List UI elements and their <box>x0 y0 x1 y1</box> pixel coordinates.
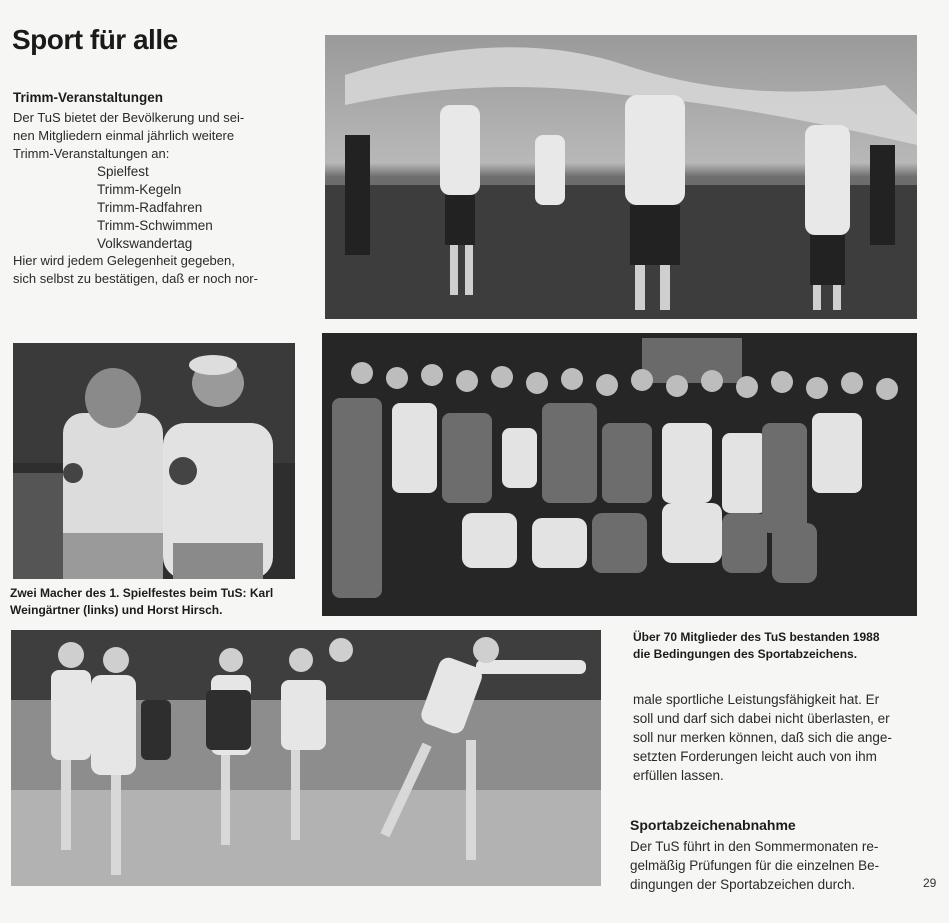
trimm-intro-paragraph <box>13 109 296 163</box>
photo-spielfest-parachute <box>325 35 917 319</box>
text-line: soll und darf sich dabei nicht überlasten, er <box>633 711 890 726</box>
list-item: Trimm-Schwimmen <box>97 218 213 233</box>
caption-spielfest-organizers <box>10 585 273 619</box>
text-line: Der TuS führt in den Sommermonaten re- <box>630 839 879 854</box>
text-line: nen Mitgliedern einmal jährlich weitere <box>13 128 235 143</box>
text-line: setzten Forderungen leicht auch von ihm <box>633 749 877 764</box>
text-line: Hier wird jedem Gelegenheit gegeben, <box>13 253 235 268</box>
text-line: Trimm-Veranstaltungen an: <box>13 146 170 161</box>
text-line: sich selbst zu bestätigen, daß er noch nor- <box>13 271 258 286</box>
caption-sportabzeichen-group <box>633 629 880 663</box>
text-line: male sportliche Leistungsfähigkeit hat. Er <box>633 692 880 707</box>
list-item: Trimm-Radfahren <box>97 200 203 215</box>
photo-sportabzeichen-exam <box>11 630 601 886</box>
section-heading-abnahme: Sportabzeichenabnahme <box>630 817 796 833</box>
page-title: Sport für alle <box>12 24 178 55</box>
photo-spielfest-organizers <box>13 343 295 579</box>
text-line: soll nur merken können, daß sich die ange- <box>633 730 892 745</box>
text-line: gelmäßig Prüfungen für die einzelnen Be- <box>630 858 880 873</box>
caption-line: die Bedingungen des Sportabzeichens. <box>633 647 858 661</box>
caption-line: Zwei Macher des 1. Spielfestes beim TuS: Karl <box>10 586 274 600</box>
list-item: Trimm-Kegeln <box>97 182 182 197</box>
page-number: 29 <box>923 876 937 890</box>
abnahme-paragraph <box>630 837 915 894</box>
continuation-paragraph <box>633 690 915 785</box>
section-heading-trimm: Trimm-Veranstaltungen <box>13 90 164 105</box>
caption-line: Weingärtner (links) und Horst Hirsch. <box>10 603 223 617</box>
text-line: dingungen der Sportabzeichen durch. <box>630 877 856 892</box>
list-item: Spielfest <box>97 164 149 179</box>
text-line: erfüllen lassen. <box>633 768 724 783</box>
text-line: Der TuS bietet der Bevölkerung und sei- <box>13 110 245 125</box>
photo-sportabzeichen-group <box>322 333 917 616</box>
list-item: Volkswandertag <box>97 236 193 251</box>
trimm-outro-paragraph <box>13 252 296 288</box>
caption-line: Über 70 Mitglieder des TuS bestanden 1988 <box>633 630 880 644</box>
trimm-event-list <box>97 163 213 253</box>
